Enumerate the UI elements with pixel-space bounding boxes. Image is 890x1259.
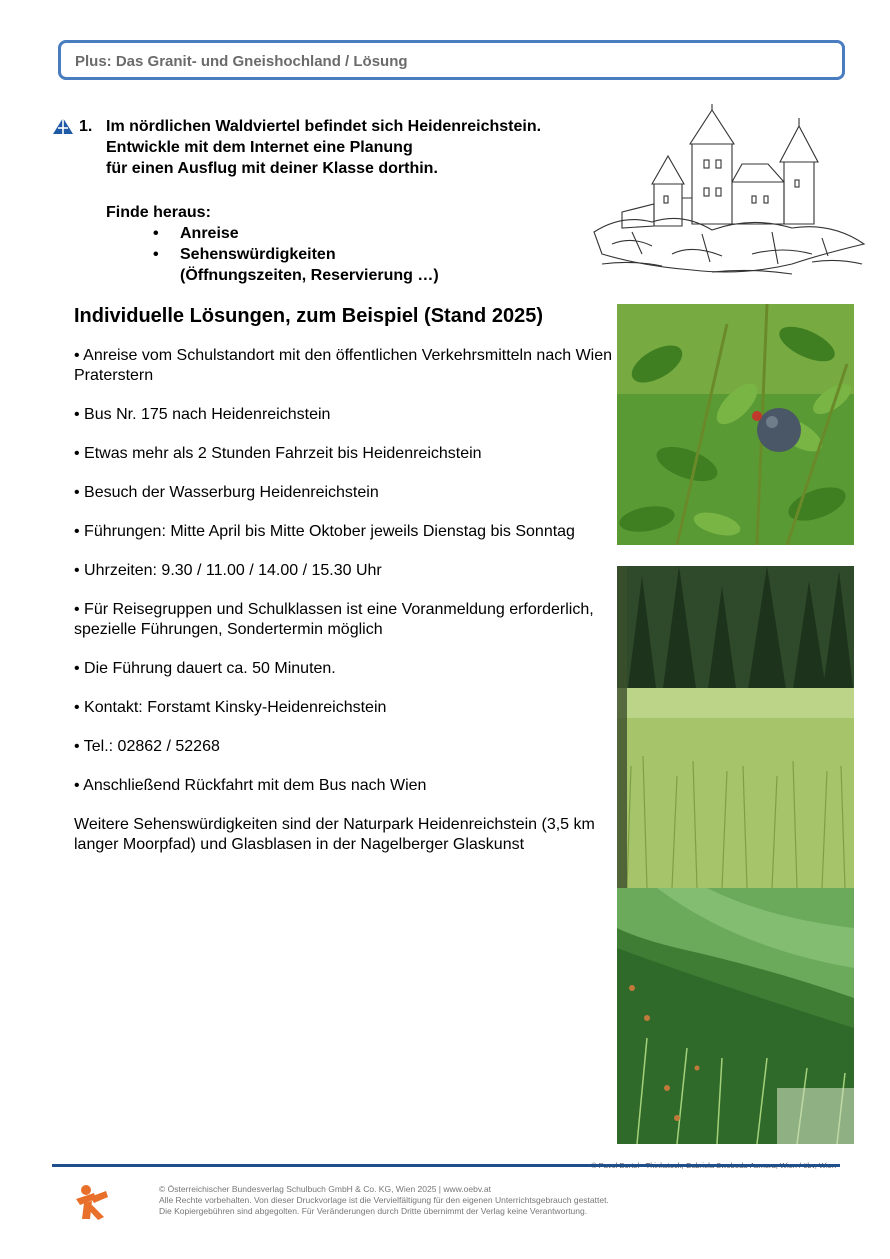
footer-line: © Österreichischer Bundesverlag Schulbuch GmbH & Co. KG, Wien 2025 | www.oebv.at (159, 1184, 491, 1194)
task-text (106, 116, 626, 179)
list-item: • Tel.: 02862 / 52268 (74, 738, 220, 755)
closing-text: Weitere Sehenswürdigkeiten sind der Naturpark Heidenreichstein (3,5 km langer Moorpfad) und Glasblasen in der Nagelberger Glaskunst (74, 816, 595, 853)
list-item: • Sehenswürdigkeiten (106, 244, 439, 265)
oebv-logo-icon (72, 1183, 110, 1221)
find-list (106, 223, 439, 286)
list-item: • Besuch der Wasserburg Heidenreichstein (74, 484, 379, 501)
solutions-section (74, 305, 614, 874)
find-title: Finde heraus: (106, 204, 211, 221)
header-box (58, 40, 845, 80)
list-item: • Uhrzeiten: 9.30 / 11.00 / 14.00 / 15.30 Uhr (74, 562, 382, 579)
footer-line: Alle Rechte vorbehalten. Von dieser Druckvorlage ist die Vervielfältigung für den eigenen Unterrichtsgebrauch gestattet. (159, 1195, 609, 1205)
moss-bog-photo (617, 888, 854, 1144)
footer-divider (52, 1164, 840, 1167)
castle-sketch-icon (592, 104, 867, 282)
footer-line: Die Kopiergebühren sind abgegolten. Für Veränderungen durch Dritte übernimmt der Verlag keine Verantwortung. (159, 1206, 588, 1216)
list-item: • Die Führung dauert ca. 50 Minuten. (74, 660, 336, 677)
list-item: • Führungen: Mitte April bis Mitte Oktober jeweils Dienstag bis Sonntag (74, 523, 575, 540)
task-line: für einen Ausflug mit deiner Klasse dorthin. (106, 160, 438, 177)
list-item: • Bus Nr. 175 nach Heidenreichstein (74, 406, 331, 423)
task-number: 1. (79, 118, 93, 135)
level-triangle-icon (52, 117, 74, 135)
list-item: • Anreise vom Schulstandort mit den öffentlichen Verkehrsmitteln nach Wien Praterstern (74, 347, 613, 384)
list-item: • Anreise (106, 223, 439, 244)
page-title: Plus: Das Granit- und Gneishochland / Lösung (75, 53, 408, 70)
task-line: Entwickle mit dem Internet eine Planung (106, 139, 413, 156)
list-item: • Anschließend Rückfahrt mit dem Bus nach Wien (74, 777, 427, 794)
meadow-forest-photo (617, 566, 854, 888)
solutions-title: Individuelle Lösungen, zum Beispiel (Stand 2025) (74, 305, 543, 327)
task-line: Im nördlichen Waldviertel befindet sich Heidenreichstein. (106, 118, 542, 135)
footer-copyright (159, 1184, 609, 1217)
list-item: • Für Reisegruppen und Schulklassen ist eine Voranmeldung erforderlich, spezielle Führungen, Sondertermin möglich (74, 601, 594, 638)
list-item-continuation: (Öffnungszeiten, Reservierung …) (180, 267, 439, 284)
blueberry-photo (617, 304, 854, 545)
list-item: • Kontakt: Forstamt Kinsky-Heidenreichstein (74, 699, 387, 716)
list-item: • Etwas mehr als 2 Stunden Fahrzeit bis Heidenreichstein (74, 445, 482, 462)
